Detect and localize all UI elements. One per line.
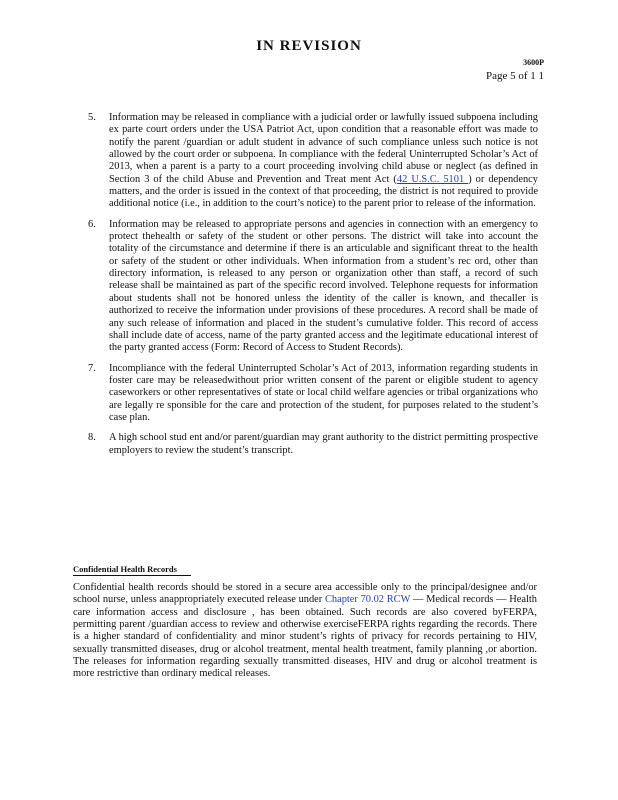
list-item-text-continued: ) or dependency matters, and the order is issued in the context of that proceeding, the district is not required to provide additional notice (i.e., in addition to the court’s notice) to the parent prior to release of the information. bbox=[109, 173, 538, 210]
section-body bbox=[73, 582, 537, 681]
list-item-number: 7. bbox=[88, 362, 96, 374]
page-number: Page 5 of 1 1 bbox=[485, 70, 544, 82]
list-item-text: Incompliance with the federal Uninterrupted Scholar’s Act of 2013, information regarding students in foster care may be releasedwithout prior written consent of the parent or eligible student to agency caseworkers or other representatives of state or local child welfare agencies or tribal organizations who are legally re sponsible for the care and protection of the student, for purposes related to the student’s case plan. bbox=[109, 362, 538, 423]
list-item-text: Information may be released to appropriate persons and agencies in connection with an emergency to protect thehealth or safety of the student or other persons. The district will take into account the totality of the circumstance and determine if there is an articulable and significant threat to the health or safety of the student or other individuals. When information from a student’s rec ord, other than directory information, is released to any person or organization other than staff, a record of such release shall be maintained as part of the specific record involved. Telephone requests for information about students shall not be honored unless the identity of the caller is known, and thecaller is authorized to receive the information under provisions of these procedures. A record shall be made of any such release of information and placed in the student’s cumulative folder. This record of access shall include date of access, name of the party granted access and the legitimate educational interest of the party granted access (Form: Record of Access to Student Records). bbox=[109, 218, 538, 354]
usc-citation-link[interactable]: 42 U.S.C. 5101 bbox=[396, 173, 469, 185]
rcw-chapter-link[interactable]: Chapter 70.02 RCW bbox=[324, 594, 411, 606]
procedure-list bbox=[88, 112, 538, 465]
page-title: IN REVISION bbox=[256, 38, 362, 54]
list-item bbox=[88, 112, 538, 211]
list-item-number: 5. bbox=[88, 112, 96, 123]
list-item bbox=[88, 363, 538, 425]
list-item bbox=[88, 219, 538, 355]
section-heading: Confidential Health Records bbox=[73, 564, 191, 576]
list-item-text: A high school stud ent and/or parent/guardian may grant authority to the district permitting prospective employers to review the student’s transcript. bbox=[109, 432, 538, 456]
list-item-number: 6. bbox=[88, 218, 96, 230]
list-item-text: Information may be released in compliance with a judicial order or lawfully issued subpoena including ex parte court orders under the USA Patriot Act, upon condition that a reasonable effort was made to notify the parent /guardian or adult student in advance of such compliance unless such notice is not allowed by the court order or subpoena. In compliance with the federal Uninterrupted Scholar’s Act of 2013, when a parent is a party to a court proceeding involving child abuse or neglect (as defined in Section 3 of the child Abuse and Prevention and Treat ment Act ( bbox=[109, 112, 538, 185]
list-item-number: 8. bbox=[88, 432, 96, 444]
section-text-continued: — Medical records — Health care information access and disclosure , has been obtained. Such records are also covered byFERPA, permitting parent /guardian access to review and otherwise exerciseFERPA rights regarding the records. There is a higher standard of confidentiality and minor student’s rights of privacy for records pertaining to HIV, sexually transmitted diseases, drug or alcohol treatment, mental health treatment, family planning ,or abortion. The releases for information regarding sexually transmitted diseases, HIV and drug or alcohol treatment is more restrictive than ordinary medical releases. bbox=[73, 594, 537, 680]
policy-code: 3600P bbox=[523, 58, 544, 67]
section-text: Confidential health records should be stored in a secure area accessible only to the principal/designee and/or school nurse, unless anappropriately executed release under bbox=[73, 582, 537, 606]
list-item bbox=[88, 432, 538, 457]
